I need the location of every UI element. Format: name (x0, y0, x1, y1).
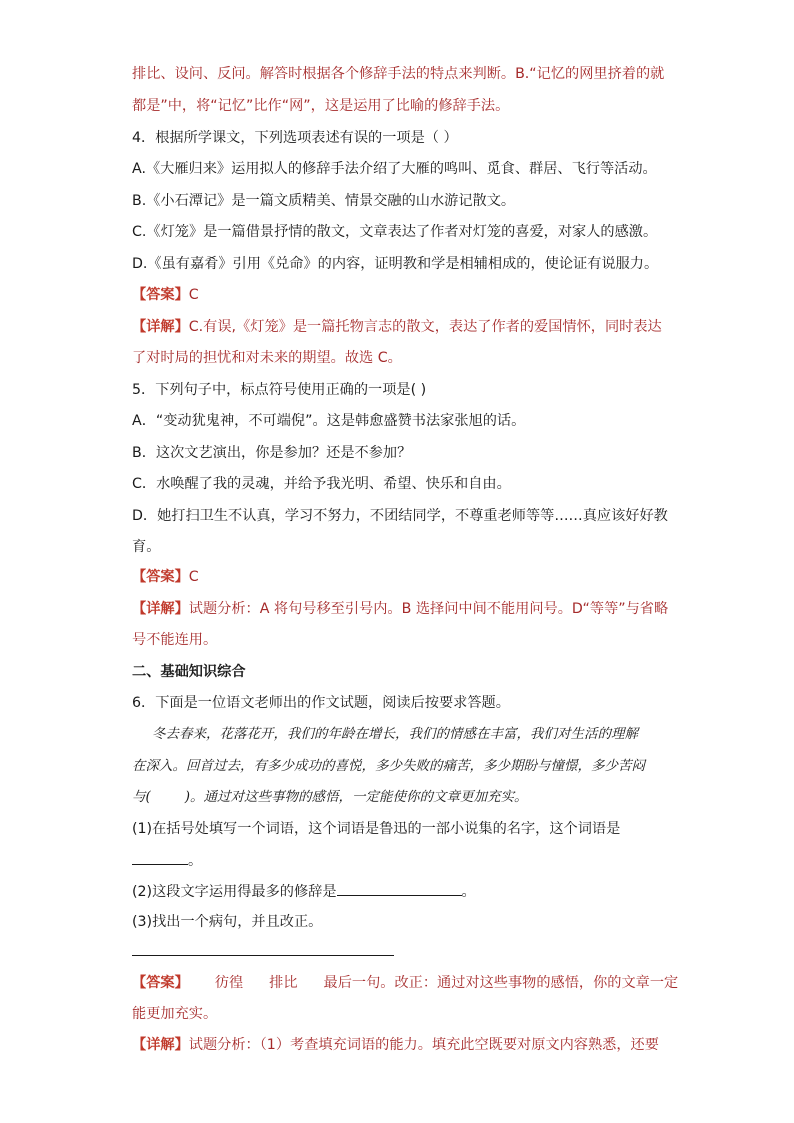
detail-tag: 【详解】 (132, 319, 189, 335)
answer-tag: 【答案】 (132, 975, 189, 991)
section-heading: 二、基础知识综合 (132, 664, 246, 680)
text-line: 都是”中，将“记忆”比作“网”，这是运用了比喻的修辞手法。 (132, 98, 510, 114)
passage-text: 与( (132, 789, 151, 805)
question-4-option-a: A.《大雁归来》运用拟人的修辞手法介绍了大雁的鸣叫、觅食、群居、飞行等活动。 (132, 161, 657, 177)
question-6-stem: 6．下面是一位语文老师出的作文试题，阅读后按要求答题。 (132, 695, 510, 711)
question-6-answer (132, 973, 679, 993)
punctuation: 。 (188, 853, 203, 869)
subquestion-2 (132, 881, 662, 902)
punctuation: 。 (461, 884, 476, 900)
question-5-stem: 5．下列句子中，标点符号使用正确的一项是( ) (132, 382, 427, 398)
detail-tag: 【详解】 (132, 601, 189, 617)
answer-tag: 【答案】 (132, 287, 189, 303)
detail-text: 号不能连用。 (132, 632, 218, 648)
question-5-option-d: D．她打扫卫生不认真，学习不努力，不团结同学，不尊重老师等等……真应该好好教 (132, 508, 668, 524)
question-4-option-d: D.《虽有嘉肴》引用《兑命》的内容，证明教和学是相辅相成的，使论证有说服力。 (132, 256, 659, 272)
answer-value: C (188, 287, 199, 303)
answer-value: C (188, 569, 199, 585)
detail-text: 试题分析：A 将句号移至引号内。B 选择问中间不能用问号。D“等等”与省略 (188, 601, 669, 617)
answer-blank[interactable] (337, 881, 462, 896)
passage-text: )。通过对这些事物的感悟，一定能使你的文章更加充实。 (184, 789, 528, 805)
question-6-detail (132, 1035, 662, 1055)
passage-line (132, 787, 662, 807)
answer-text: 能更加充实。 (132, 1006, 218, 1022)
detail-text: 试题分析：（1）考查填充词语的能力。填充此空既要对原文内容熟悉，还要 (188, 1037, 659, 1053)
answer-value: 最后一句。改正：通过对这些事物的感悟，你的文章一定 (323, 975, 679, 991)
subquestion-1-blank (132, 850, 662, 871)
question-5-option-a: A．“变动犹鬼神，不可端倪”。这是韩愈盛赞书法家张旭的话。 (132, 413, 526, 429)
passage-line: 在深入。回首过去，有多少成功的喜悦，多少失败的痛苦，多少期盼与憧憬，多少苦闷 (132, 758, 645, 774)
text-line: 排比、设问、反问。解答时根据各个修辞手法的特点来判断。B.“记忆的网里挤着的就 (132, 66, 665, 82)
question-4-option-b: B.《小石潭记》是一篇文质精美、情景交融的山水游记散文。 (132, 193, 516, 209)
question-5-option-d-cont: 育。 (132, 539, 161, 555)
question-5-answer (132, 567, 662, 587)
answer-value: 排比 (269, 975, 298, 991)
question-5-detail (132, 599, 669, 619)
subquestion-1: (1)在括号处填写一个词语，这个词语是鲁迅的一部小说集的名字，这个词语是 (132, 821, 621, 837)
question-4-detail (132, 317, 662, 337)
subquestion-3: (3)找出一个病句，并且改正。 (132, 914, 323, 930)
question-5-option-b: B．这次文艺演出，你是参加？还是不参加？ (132, 445, 412, 461)
detail-text: 了对时局的担忧和对未来的期望。故选 C。 (132, 350, 402, 366)
passage-line: 冬去春来，花落花开，我们的年龄在增长，我们的情感在丰富，我们对生活的理解 (152, 726, 638, 742)
question-4-option-c: C.《灯笼》是一篇借景抒情的散文，文章表达了作者对灯笼的喜爱，对家人的感激。 (132, 224, 658, 240)
answer-divider (132, 955, 394, 956)
detail-text: C.有误,《灯笼》是一篇托物言志的散文，表达了作者的爱国情怀，同时表达 (188, 319, 662, 335)
answer-blank[interactable] (132, 850, 188, 865)
question-4-stem: 4．根据所学课文，下列选项表述有误的一项是（ ） (132, 130, 458, 146)
detail-tag: 【详解】 (132, 1037, 189, 1053)
answer-tag: 【答案】 (132, 569, 189, 585)
subquestion-text: (2)这段文字运用得最多的修辞是 (132, 884, 337, 900)
answer-value: 彷徨 (214, 975, 244, 991)
question-4-answer (132, 285, 662, 305)
question-5-option-c: C．水唤醒了我的灵魂，并给予我光明、希望、快乐和自由。 (132, 476, 511, 492)
